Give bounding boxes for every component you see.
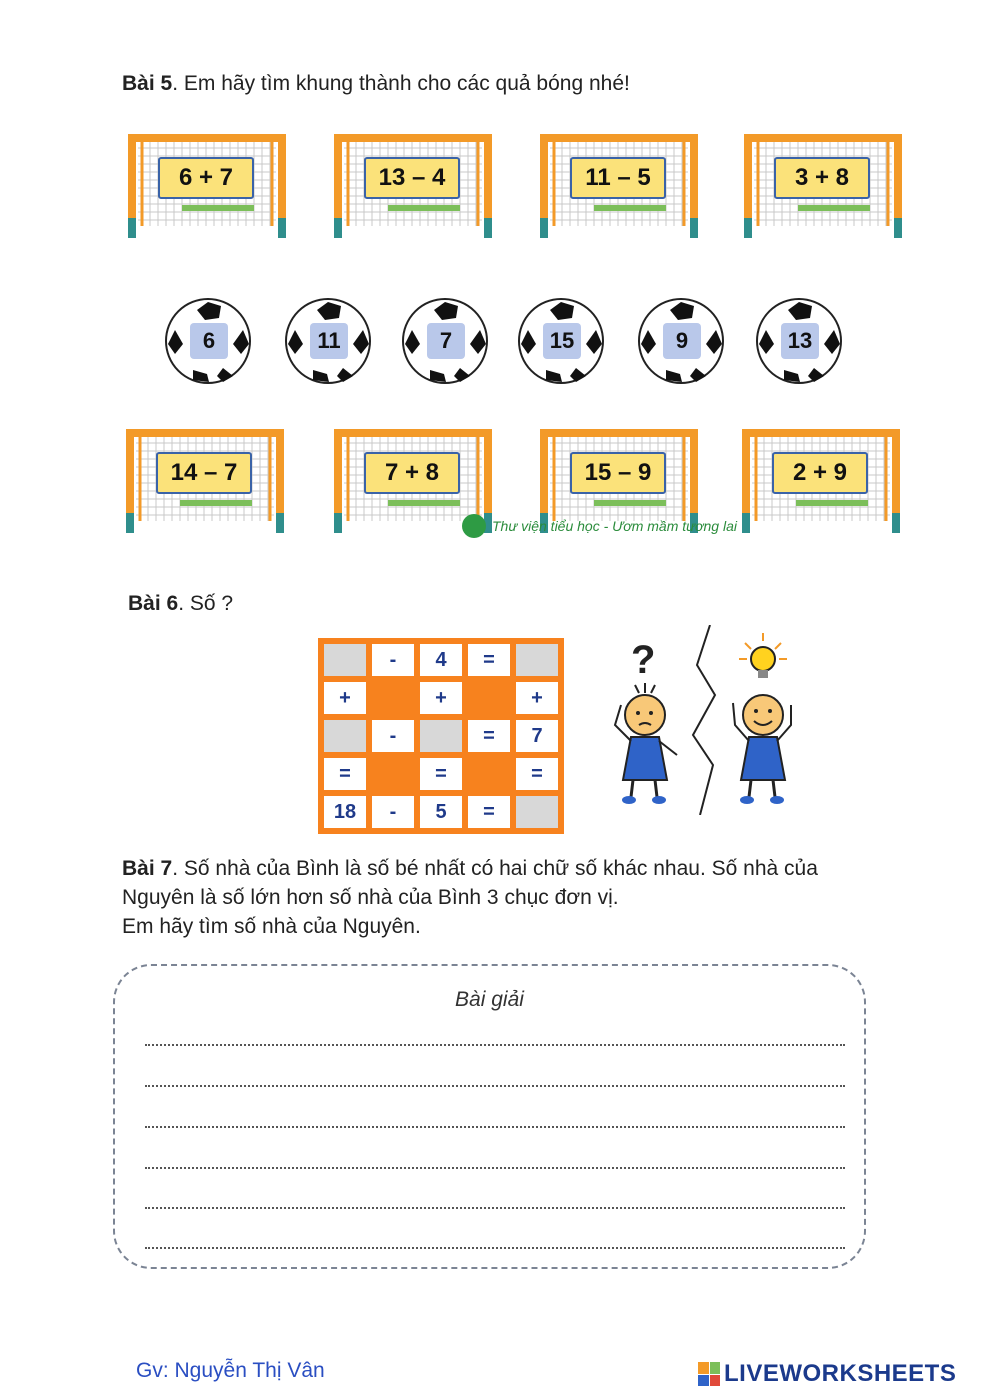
ball-number: 15 — [543, 323, 581, 359]
goal-drop-zone[interactable] — [182, 205, 254, 211]
answer-cell[interactable] — [324, 720, 366, 752]
soccer-ball[interactable] — [636, 296, 726, 386]
grid-cell: + — [324, 682, 366, 714]
soccer-ball[interactable] — [516, 296, 606, 386]
grid-cell: 18 — [324, 796, 366, 828]
answer-cell[interactable] — [516, 796, 558, 828]
answer-line-1[interactable] — [145, 1042, 845, 1046]
bai7-paragraph — [122, 854, 922, 941]
bai6-text: . Số ? — [178, 592, 234, 615]
goal-expression: 2 + 9 — [772, 452, 868, 494]
ball-number: 11 — [310, 323, 348, 359]
goal-expression: 7 + 8 — [364, 452, 460, 494]
goal-expression: 6 + 7 — [158, 157, 254, 199]
answer-cell[interactable] — [516, 644, 558, 676]
goal-drop-zone[interactable] — [594, 500, 666, 506]
grid-cell: - — [372, 720, 414, 752]
goal-drop-zone[interactable] — [798, 205, 870, 211]
soccer-ball[interactable] — [283, 296, 373, 386]
book-icon — [462, 514, 486, 538]
goal-expression: 11 – 5 — [570, 157, 666, 199]
grid-cell: 4 — [420, 644, 462, 676]
top-goal[interactable] — [740, 130, 906, 242]
teacher-name: Gv: Nguyễn Thị Vân — [136, 1359, 325, 1382]
answer-line-2[interactable] — [145, 1083, 845, 1087]
goal-drop-zone[interactable] — [388, 500, 460, 506]
soccer-ball[interactable] — [400, 296, 490, 386]
bai5-heading — [122, 72, 630, 96]
thinking-kids-illustration — [605, 625, 815, 815]
bai7-line1 — [122, 854, 922, 883]
soccer-ball[interactable] — [163, 296, 253, 386]
solution-title: Bài giải — [455, 988, 524, 1011]
number-puzzle-grid — [318, 638, 564, 834]
goal-drop-zone[interactable] — [796, 500, 868, 506]
grid-cell: = — [468, 720, 510, 752]
ball-number: 6 — [190, 323, 228, 359]
grid-cell: = — [324, 758, 366, 790]
answer-line-6[interactable] — [145, 1245, 845, 1249]
ball-number: 13 — [781, 323, 819, 359]
grid-cell: 5 — [420, 796, 462, 828]
bottom-goal[interactable] — [122, 425, 288, 537]
grid-cell: 7 — [516, 720, 558, 752]
grid-cell — [468, 682, 510, 714]
grid-cell — [372, 682, 414, 714]
goal-expression: 3 + 8 — [774, 157, 870, 199]
grid-cell: + — [516, 682, 558, 714]
liveworksheets-icon — [698, 1362, 720, 1386]
bai6-label: Bài 6 — [128, 592, 179, 615]
answer-line-4[interactable] — [145, 1165, 845, 1169]
bai7-label: Bài 7 — [122, 857, 173, 880]
bai7-line1-text: . Số nhà của Bình là số bé nhất có hai chữ số khác nhau. Số nhà của — [172, 857, 818, 880]
soccer-ball[interactable] — [754, 296, 844, 386]
goal-expression: 13 – 4 — [364, 157, 460, 199]
goal-drop-zone[interactable] — [594, 205, 666, 211]
grid-cell: - — [372, 796, 414, 828]
bai7-line2: Nguyên là số lớn hơn số nhà của Bình 3 chục đơn vị. — [122, 886, 619, 909]
bai6-heading — [128, 592, 233, 616]
grid-cell — [468, 758, 510, 790]
liveworksheets-text: LIVEWORKSHEETS — [724, 1360, 957, 1387]
watermark — [462, 514, 737, 538]
bai7-line3: Em hãy tìm số nhà của Nguyên. — [122, 915, 421, 938]
answer-line-5[interactable] — [145, 1205, 845, 1209]
liveworksheets-logo — [698, 1360, 956, 1388]
answer-cell[interactable] — [420, 720, 462, 752]
solution-box — [113, 964, 866, 1269]
grid-cell: = — [468, 644, 510, 676]
grid-cell: = — [468, 796, 510, 828]
grid-cell: + — [420, 682, 462, 714]
top-goal[interactable] — [536, 130, 702, 242]
goal-drop-zone[interactable] — [180, 500, 252, 506]
grid-cell — [372, 758, 414, 790]
goal-expression: 14 – 7 — [156, 452, 252, 494]
watermark-text: Thư viện tiểu học - Ươm mầm tương lai — [492, 518, 737, 534]
answer-cell[interactable] — [324, 644, 366, 676]
grid-cell: = — [420, 758, 462, 790]
ball-number: 9 — [663, 323, 701, 359]
top-goal[interactable] — [330, 130, 496, 242]
answer-line-3[interactable] — [145, 1124, 845, 1128]
grid-cell: - — [372, 644, 414, 676]
top-goal[interactable] — [124, 130, 290, 242]
grid-cell: = — [516, 758, 558, 790]
goal-drop-zone[interactable] — [388, 205, 460, 211]
bottom-goal[interactable] — [738, 425, 904, 537]
bai5-label: Bài 5 — [122, 72, 173, 95]
ball-number: 7 — [427, 323, 465, 359]
bai5-text: . Em hãy tìm khung thành cho các quả bóng nhé! — [172, 72, 630, 95]
goal-expression: 15 – 9 — [570, 452, 666, 494]
question-mark-icon: ? — [631, 638, 656, 682]
